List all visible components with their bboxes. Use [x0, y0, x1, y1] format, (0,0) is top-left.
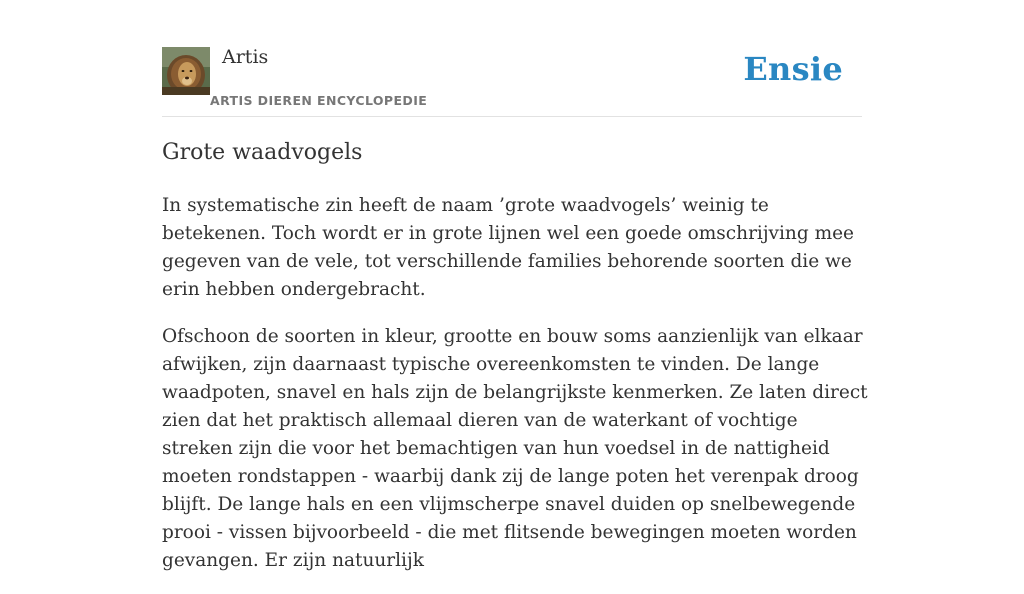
ensie-logo[interactable]: Ensie [743, 50, 843, 88]
paragraph: Ofschoon de soorten in kleur, grootte en bouw soms aanzienlijk van elkaar afwijken, zijn daarnaast typische overeenkomsten te vinden. De lange waadpoten, snavel en hals zijn de belangrijkste kenmerken. Ze laten direct zien dat het praktisch allemaal dieren van de waterkant of vochtige streken zijn die voor het bemachtigen van hun voedsel in de nattigheid moeten rondstappen - waarbij dank zij de lange poten het verenpak droog blijft. De lange hals en een vlijmscherpe snavel duiden op snelbewegende prooi - vissen bijvoorbeeld - die met flitsende bewegingen moeten worden gevangen. Er zijn natuurlijk [162, 326, 868, 571]
author-name[interactable]: Artis [222, 46, 269, 68]
avatar[interactable] [162, 47, 210, 95]
article-body [162, 192, 870, 594]
lion-photo-icon [162, 47, 210, 95]
encyclopedia-name[interactable]: ARTIS DIEREN ENCYCLOPEDIE [210, 93, 428, 108]
header [162, 0, 862, 117]
article-title: Grote waadvogels [162, 140, 363, 165]
paragraph: In systematische zin heeft de naam ’grote waadvogels’ weinig te betekenen. Toch wordt er in grote lijnen wel een goede omschrijving mee gegeven van de vele, tot verschillende families behorende soorten die we erin hebben ondergebracht. [162, 195, 855, 300]
